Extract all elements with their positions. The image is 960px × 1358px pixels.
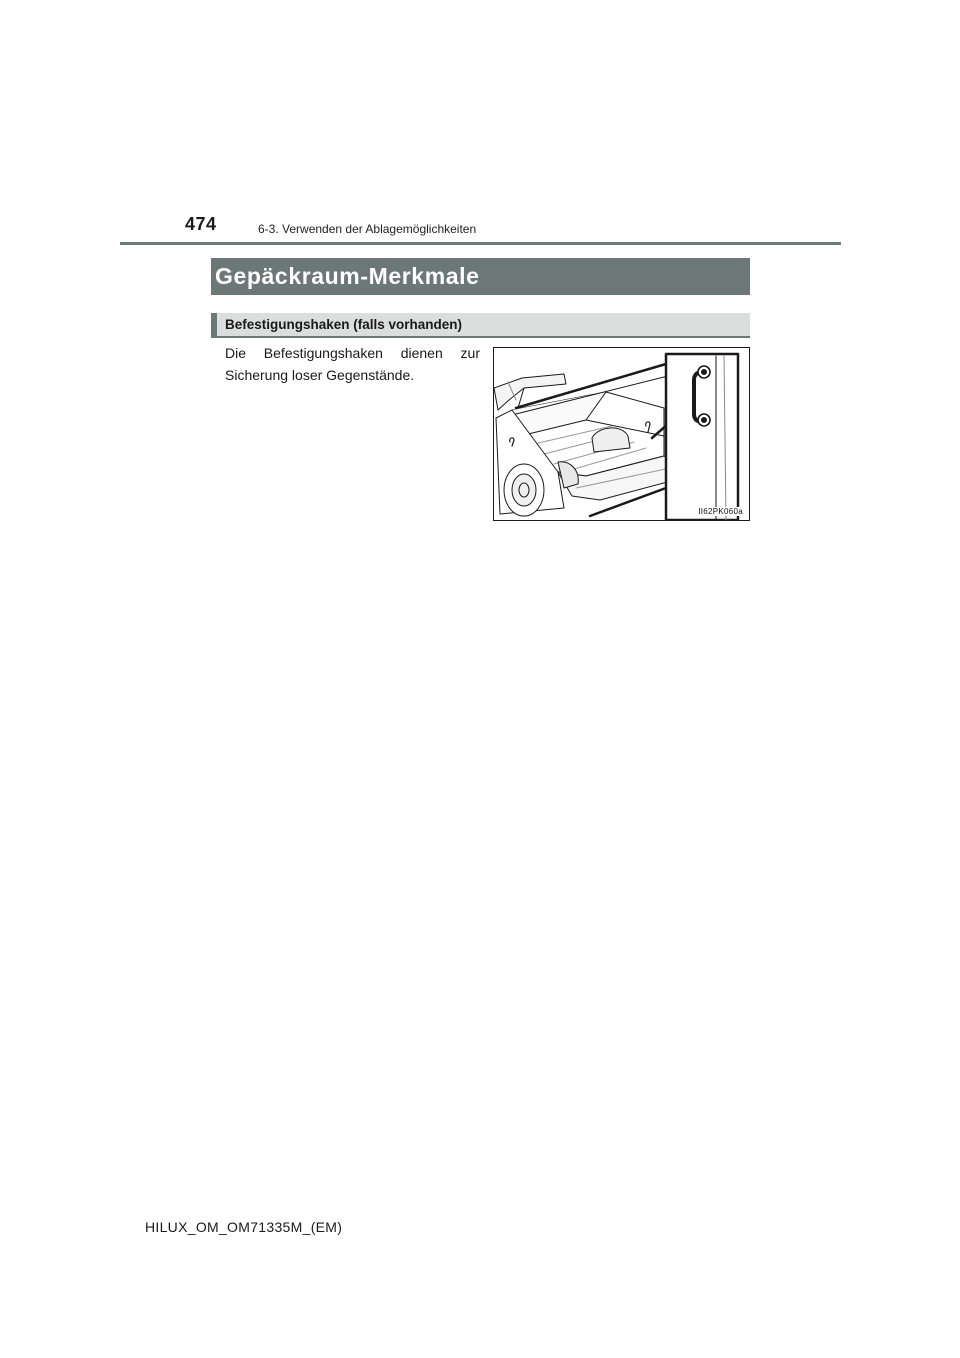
body-paragraph: Die Befestigungshaken dienen zur Sicherung loser Gegenstände. (225, 345, 480, 383)
running-head: 6-3. Verwenden der Ablagemöglichkeiten (258, 222, 477, 236)
subsection-header: Befestigungshaken (falls vorhanden) (211, 313, 750, 338)
figure-code: II62PK060a (698, 507, 743, 516)
footer-doc-id: HILUX_OM_OM71335M_(EM) (145, 1219, 343, 1235)
truck-bed-tie-down-hook-illustration (494, 348, 749, 520)
header-divider (120, 242, 841, 245)
section-title: Gepäckraum-Merkmale (211, 258, 750, 295)
page-number: 474 (185, 214, 217, 234)
figure-truck-bed-hooks (493, 347, 750, 521)
